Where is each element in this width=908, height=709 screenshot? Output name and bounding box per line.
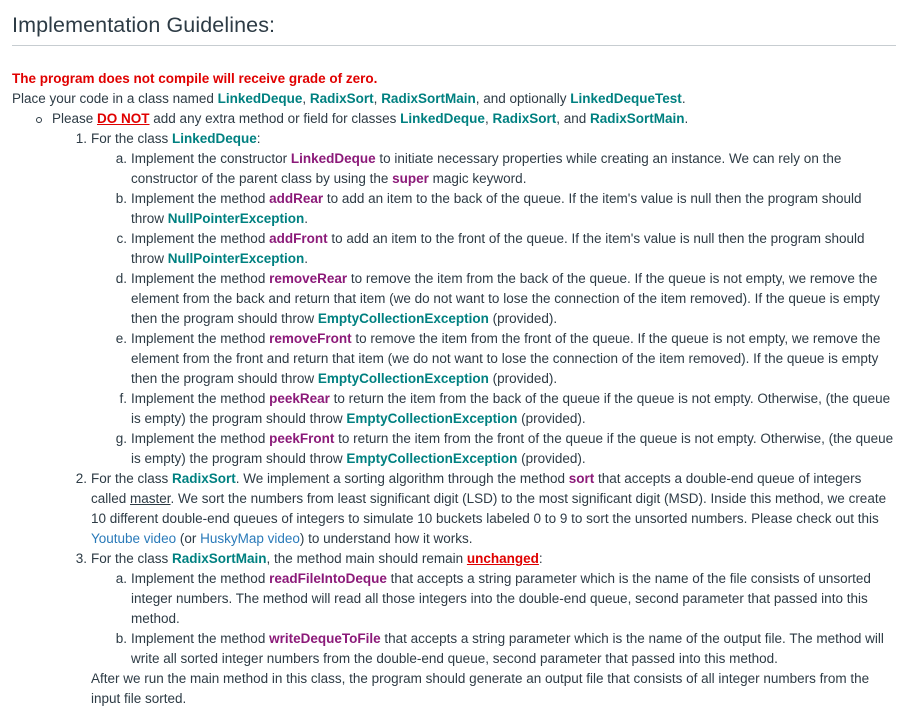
class-name: RadixSortMain	[172, 551, 267, 566]
exception-name: NullPointerException	[167, 211, 305, 226]
list-item: c. Implement the method addFront to add an item to the front of the queue. If the item's value is null then the program should throw NullPointerException.	[116, 231, 865, 266]
exception-name: EmptyCollectionException	[317, 311, 489, 326]
exception-name: NullPointerException	[167, 251, 305, 266]
method-name: writeDequeToFile	[269, 631, 381, 646]
youtube-video-link[interactable]: Youtube video	[91, 531, 177, 546]
method-name: addRear	[269, 191, 324, 206]
master-term: master	[130, 491, 171, 506]
method-name: peekFront	[269, 431, 335, 446]
list-item: g. Implement the method peekFront to return the item from the front of the queue if the queue is not empty. Otherwise, (the queue is empty) the program should throw EmptyCollectionException (provided).	[115, 431, 894, 466]
intro-paragraph: Place your code in a class named LinkedDeque, RadixSort, RadixSortMain, and optionally LinkedDequeTest.	[12, 91, 686, 106]
class-name: RadixSort	[309, 91, 374, 106]
keyword: super	[392, 171, 429, 186]
class-name: RadixSort	[172, 471, 236, 486]
class-name: LinkedDeque	[217, 91, 303, 106]
class-name: RadixSortMain	[590, 111, 685, 126]
guidelines-list	[12, 109, 896, 709]
class-name: LinkedDeque	[172, 131, 257, 146]
unchanged-emphasis: unchanged	[466, 551, 539, 566]
numbered-list	[52, 129, 896, 709]
method-name: LinkedDeque	[290, 151, 376, 166]
list-item: b. Implement the method addRear to add an item to the back of the queue. If the item's value is null then the program should throw NullPointerException.	[115, 191, 862, 226]
method-name: addFront	[269, 231, 328, 246]
class-name: LinkedDeque	[400, 111, 485, 126]
list-item: b. Implement the method writeDequeToFile that accepts a string parameter which is the name of the output file. The method will write all sorted integer numbers from the double-end queue, second parameter that passed into this method.	[115, 631, 884, 666]
list-item: e. Implement the method removeFront to remove the item from the front of the queue. If the queue is not empty, we remove the element from the front and return that item (we do not want to lose the connection of the item removed). If the queue is empty then the program should throw EmptyCollectionException (provided).	[115, 331, 881, 386]
class-name: RadixSort	[492, 111, 557, 126]
huskymap-video-link[interactable]: HuskyMap video	[200, 531, 300, 546]
list-item-radixsort: 2. For the class RadixSort. We implement a sorting algorithm through the method sort that accepts a double-end queue of integers called master. We sort the numbers from least significant digit (LSD) to the most significant digit (MSD). Inside this method, we create 10 different double-end queues of integers to simulate 10 buckets labeled 0 to 9 to sort the unsorted numbers. Please check out this Youtube video (or HuskyMap video) to understand how it works.	[75, 471, 887, 546]
compile-warning: The program does not compile will receive grade of zero.	[12, 71, 378, 86]
closing-note: After we run the main method in this class, the program should generate an output file that consists of all integer numbers from the input file sorted.	[91, 671, 870, 706]
exception-name: EmptyCollectionException	[346, 411, 518, 426]
list-item: a. Implement the constructor LinkedDeque to initiate necessary properties while creating an instance. We can rely on the constructor of the parent class by using the super magic keyword.	[115, 151, 842, 186]
exception-name: EmptyCollectionException	[346, 451, 518, 466]
list-item: d. Implement the method removeRear to remove the item from the back of the queue. If the queue is not empty, we remove the element from the back and return that item (we do not want to lose the connection of the item removed). If the queue is empty then the program should throw EmptyCollectionException (provided).	[115, 271, 880, 326]
page-title: Implementation Guidelines:	[12, 0, 896, 46]
list-item-radixsortmain: 3. For the class RadixSortMain, the method main should remain unchanged: a. Implement the method readFileIntoDeque that accepts a string parameter which is the name of the file consists of unsorted integer numbers. The method will read all those integers into the double-end queue, second parameter that passed into this method. b. Implement the method writeDequeToFile that accepts a string parameter which is the name of the output file. The method will write all sorted integer numbers from the double-end queue, second parameter that passed into this method. After we run the main method in this class, the program should generate an output file that consists of all integer numbers from the input file sorted.	[91, 549, 896, 709]
sub-list	[91, 149, 896, 469]
class-name: RadixSortMain	[381, 91, 476, 106]
sub-list	[91, 569, 896, 669]
method-name: readFileIntoDeque	[269, 571, 387, 586]
list-item-linkeddeque: 1. For the class LinkedDeque: a. Implement the constructor LinkedDeque to initiate necessary properties while creating an instance. We can rely on the constructor of the parent class by using the super magic keyword. b. Implement the method addRear to add an item to the back of the queue. If the item's value is null then the program should throw NullPointerException. c. Implement the method addFront to add an item to the front of the queue. If the item's value is null then the program should throw NullPointerException. d. Implement the method removeRear to remove the item from the back of the queue. If the queue is not empty, we remove the element from the back and return that item (we do not want to lose the connection of the item removed). If the queue is empty then the program should throw EmptyCollectionException (provided). e. Implement the method removeFront to remove the item from the front of the queue. If the queue is not empty, we remove the element from the front and return that item (we do not want to lose the connection of the item removed). If the queue is empty then the program should throw EmptyCollectionException (provided). f. Implement the method peekRear to return the item from the back of the queue if the queue is not empty. Otherwise, (the queue is empty) the program should throw EmptyCollectionException (provided). g. Implement the method peekFront to return the item from the front of the queue if the queue is not empty. Otherwise, (the queue is empty) the program should throw EmptyCollectionException (provided).	[91, 129, 896, 469]
class-name: LinkedDequeTest	[570, 91, 682, 106]
method-name: peekRear	[269, 391, 330, 406]
list-item: f. Implement the method peekRear to return the item from the back of the queue if the queue is not empty. Otherwise, (the queue is empty) the program should throw EmptyCollectionException (provided).	[119, 391, 891, 426]
method-name: removeFront	[269, 331, 352, 346]
exception-name: EmptyCollectionException	[317, 371, 489, 386]
do-not-emphasis: DO NOT	[97, 111, 150, 126]
method-name: sort	[568, 471, 595, 486]
method-name: removeRear	[269, 271, 348, 286]
list-item: Please DO NOT add any extra method or field for classes LinkedDeque, RadixSort, and RadixSortMain. 1. For the class LinkedDeque: a. Implement the constructor LinkedDeque to initiate necessary properties while creating an instance. We can rely on the constructor of the parent class by using the super magic keyword. b. Implement the method addRear to add an item to the back of the queue. If the item's value is null then the program should throw NullPointerException. c. Implement the method addFront to add an item to the front of the queue. If the item's value is null then the program should throw NullPointerException. d. Implement the method removeRear to remove the item from the back of the queue. If the queue is not empty, we remove the element from the back and return that item (we do not want to lose the connection of the item removed). If the queue is empty then the program should throw EmptyCollectionException (provided). e. Implement the method removeFront to remove the item from the front of the queue. If the queue is not empty, we remove the element from the front and return that item (we do not want to lose the connection of the item removed). If the queue is empty then the program should throw EmptyCollectionException (provided). f. Implement the method peekRear to return the item from the back of the queue if the queue is not empty. Otherwise, (the queue is empty) the program should throw EmptyCollectionException (provided). g. Implement the method peekFront to return the item from the front of the queue if the queue is not empty. Otherwise, (the queue is empty) the program should throw EmptyCollectionException (provided). 2. For the class RadixSort. We implement a sorting algorithm through the method sort that accepts a double-end queue of integers called master. We sort the numbers from least significant digit (LSD) to the most significant digit (MSD). Inside this method, we create 10 different double-end queues of integers to simulate 10 buckets labeled 0 to 9 to sort the unsorted numbers. Please check out this Youtube video (or HuskyMap video) to understand how it works. 3. For the class RadixSortMain, the method main should remain unchanged: a. Implement the method readFileIntoDeque that accepts a string parameter which is the name of the file consists of unsorted integer numbers. The method will read all those integers into the double-end queue, second parameter that passed into this method. b. Implement the method writeDequeToFile that accepts a string parameter which is the name of the output file. The method will write all sorted integer numbers from the double-end queue, second parameter that passed into this method. After we run the main method in this class, the program should generate an output file that consists of all integer numbers from the input file sorted.	[52, 109, 896, 709]
list-item: a. Implement the method readFileIntoDeque that accepts a string parameter which is the name of the file consists of unsorted integer numbers. The method will read all those integers into the double-end queue, second parameter that passed into this method.	[115, 571, 871, 626]
